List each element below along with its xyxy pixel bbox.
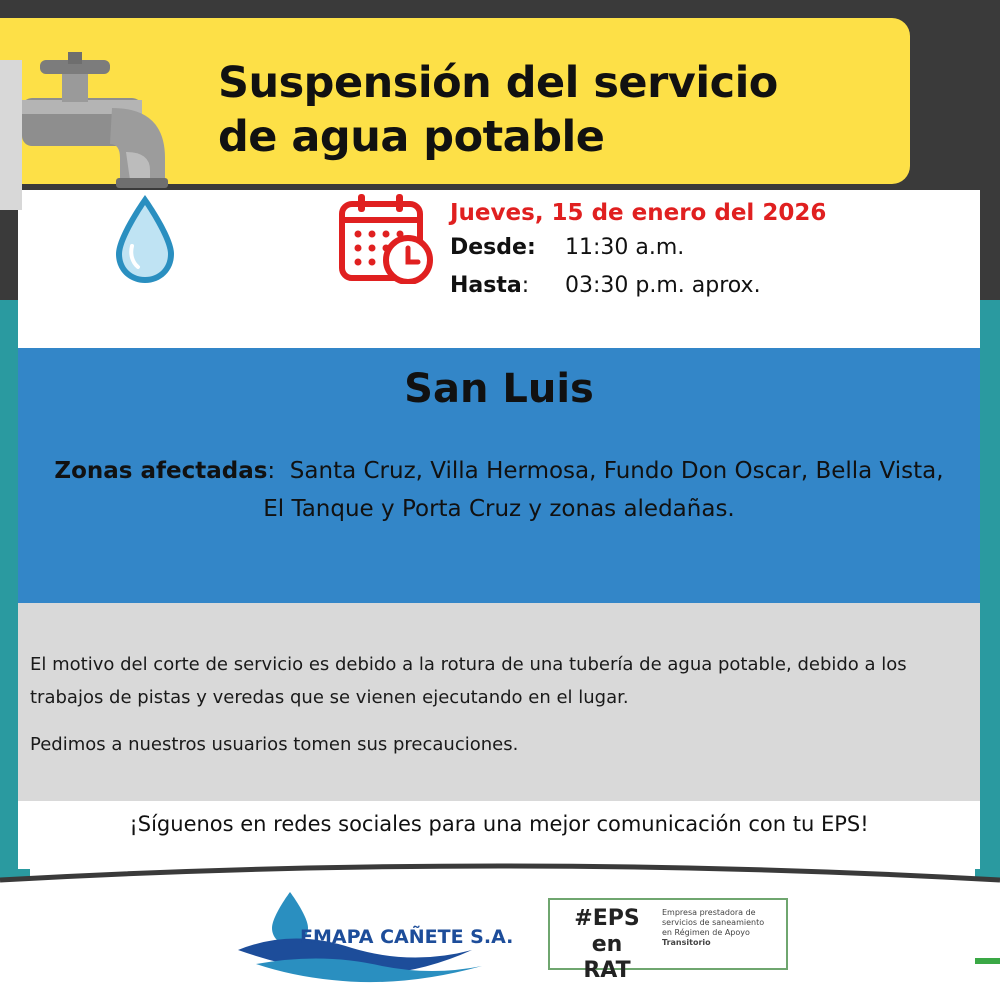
eps-tag-line-2: RAT (583, 958, 631, 983)
service-date: Jueves, 15 de enero del 2026 (450, 200, 827, 226)
start-time-row (450, 235, 684, 260)
eps-desc-line-1: Empresa prestadora de (662, 908, 756, 917)
calendar-clock-icon (336, 192, 434, 284)
start-time-value: 11:30 a.m. (565, 235, 685, 260)
end-time-separator: : (521, 273, 530, 298)
corner-accent (975, 958, 1000, 964)
title-line-2: de agua potable (218, 112, 605, 162)
eps-desc-line-4: Transitorio (662, 938, 711, 947)
reason-paragraph: El motivo del corte de servicio es debido a la rotura de una tubería de agua potable, debido a los trabajos de pistas y veredas que se vienen ejecutando en el lugar. (30, 654, 907, 708)
water-drop-icon (116, 195, 174, 283)
emapa-name: EMAPA CAÑETE S.A. (300, 926, 514, 948)
eps-rat-description (662, 908, 786, 948)
end-time-label: Hasta (450, 273, 522, 298)
end-time-value: 03:30 p.m. aprox. (565, 273, 761, 298)
title-line-1: Suspensión del servicio (218, 58, 778, 108)
eps-tag-line-1: #EPS en (574, 906, 640, 957)
reason-text-block (30, 648, 970, 761)
precaution-paragraph: Pedimos a nuestros usuarios tomen sus precauciones. (30, 734, 519, 755)
eps-desc-line-2: servicios de saneamiento (662, 918, 765, 927)
affected-zones-separator: : (267, 458, 276, 484)
end-time-row (450, 273, 761, 298)
start-time-label: Desde: (450, 235, 536, 260)
faucet-icon (0, 40, 190, 290)
eps-desc-line-3: en Régimen de Apoyo (662, 928, 750, 937)
affected-zones-list: Santa Cruz, Villa Hermosa, Fundo Don Oscar, Bella Vista, El Tanque y Porta Cruz y zonas aledañas. (263, 458, 944, 522)
eps-rat-tag (556, 906, 658, 984)
district-name: San Luis (404, 366, 594, 412)
eps-rat-badge (548, 898, 788, 983)
social-media-note: ¡Síguenos en redes sociales para una mejor comunicación con tu EPS! (129, 812, 869, 836)
page-title (218, 56, 898, 164)
affected-zones-label: Zonas afectadas (54, 458, 268, 484)
affected-zones (48, 452, 950, 528)
